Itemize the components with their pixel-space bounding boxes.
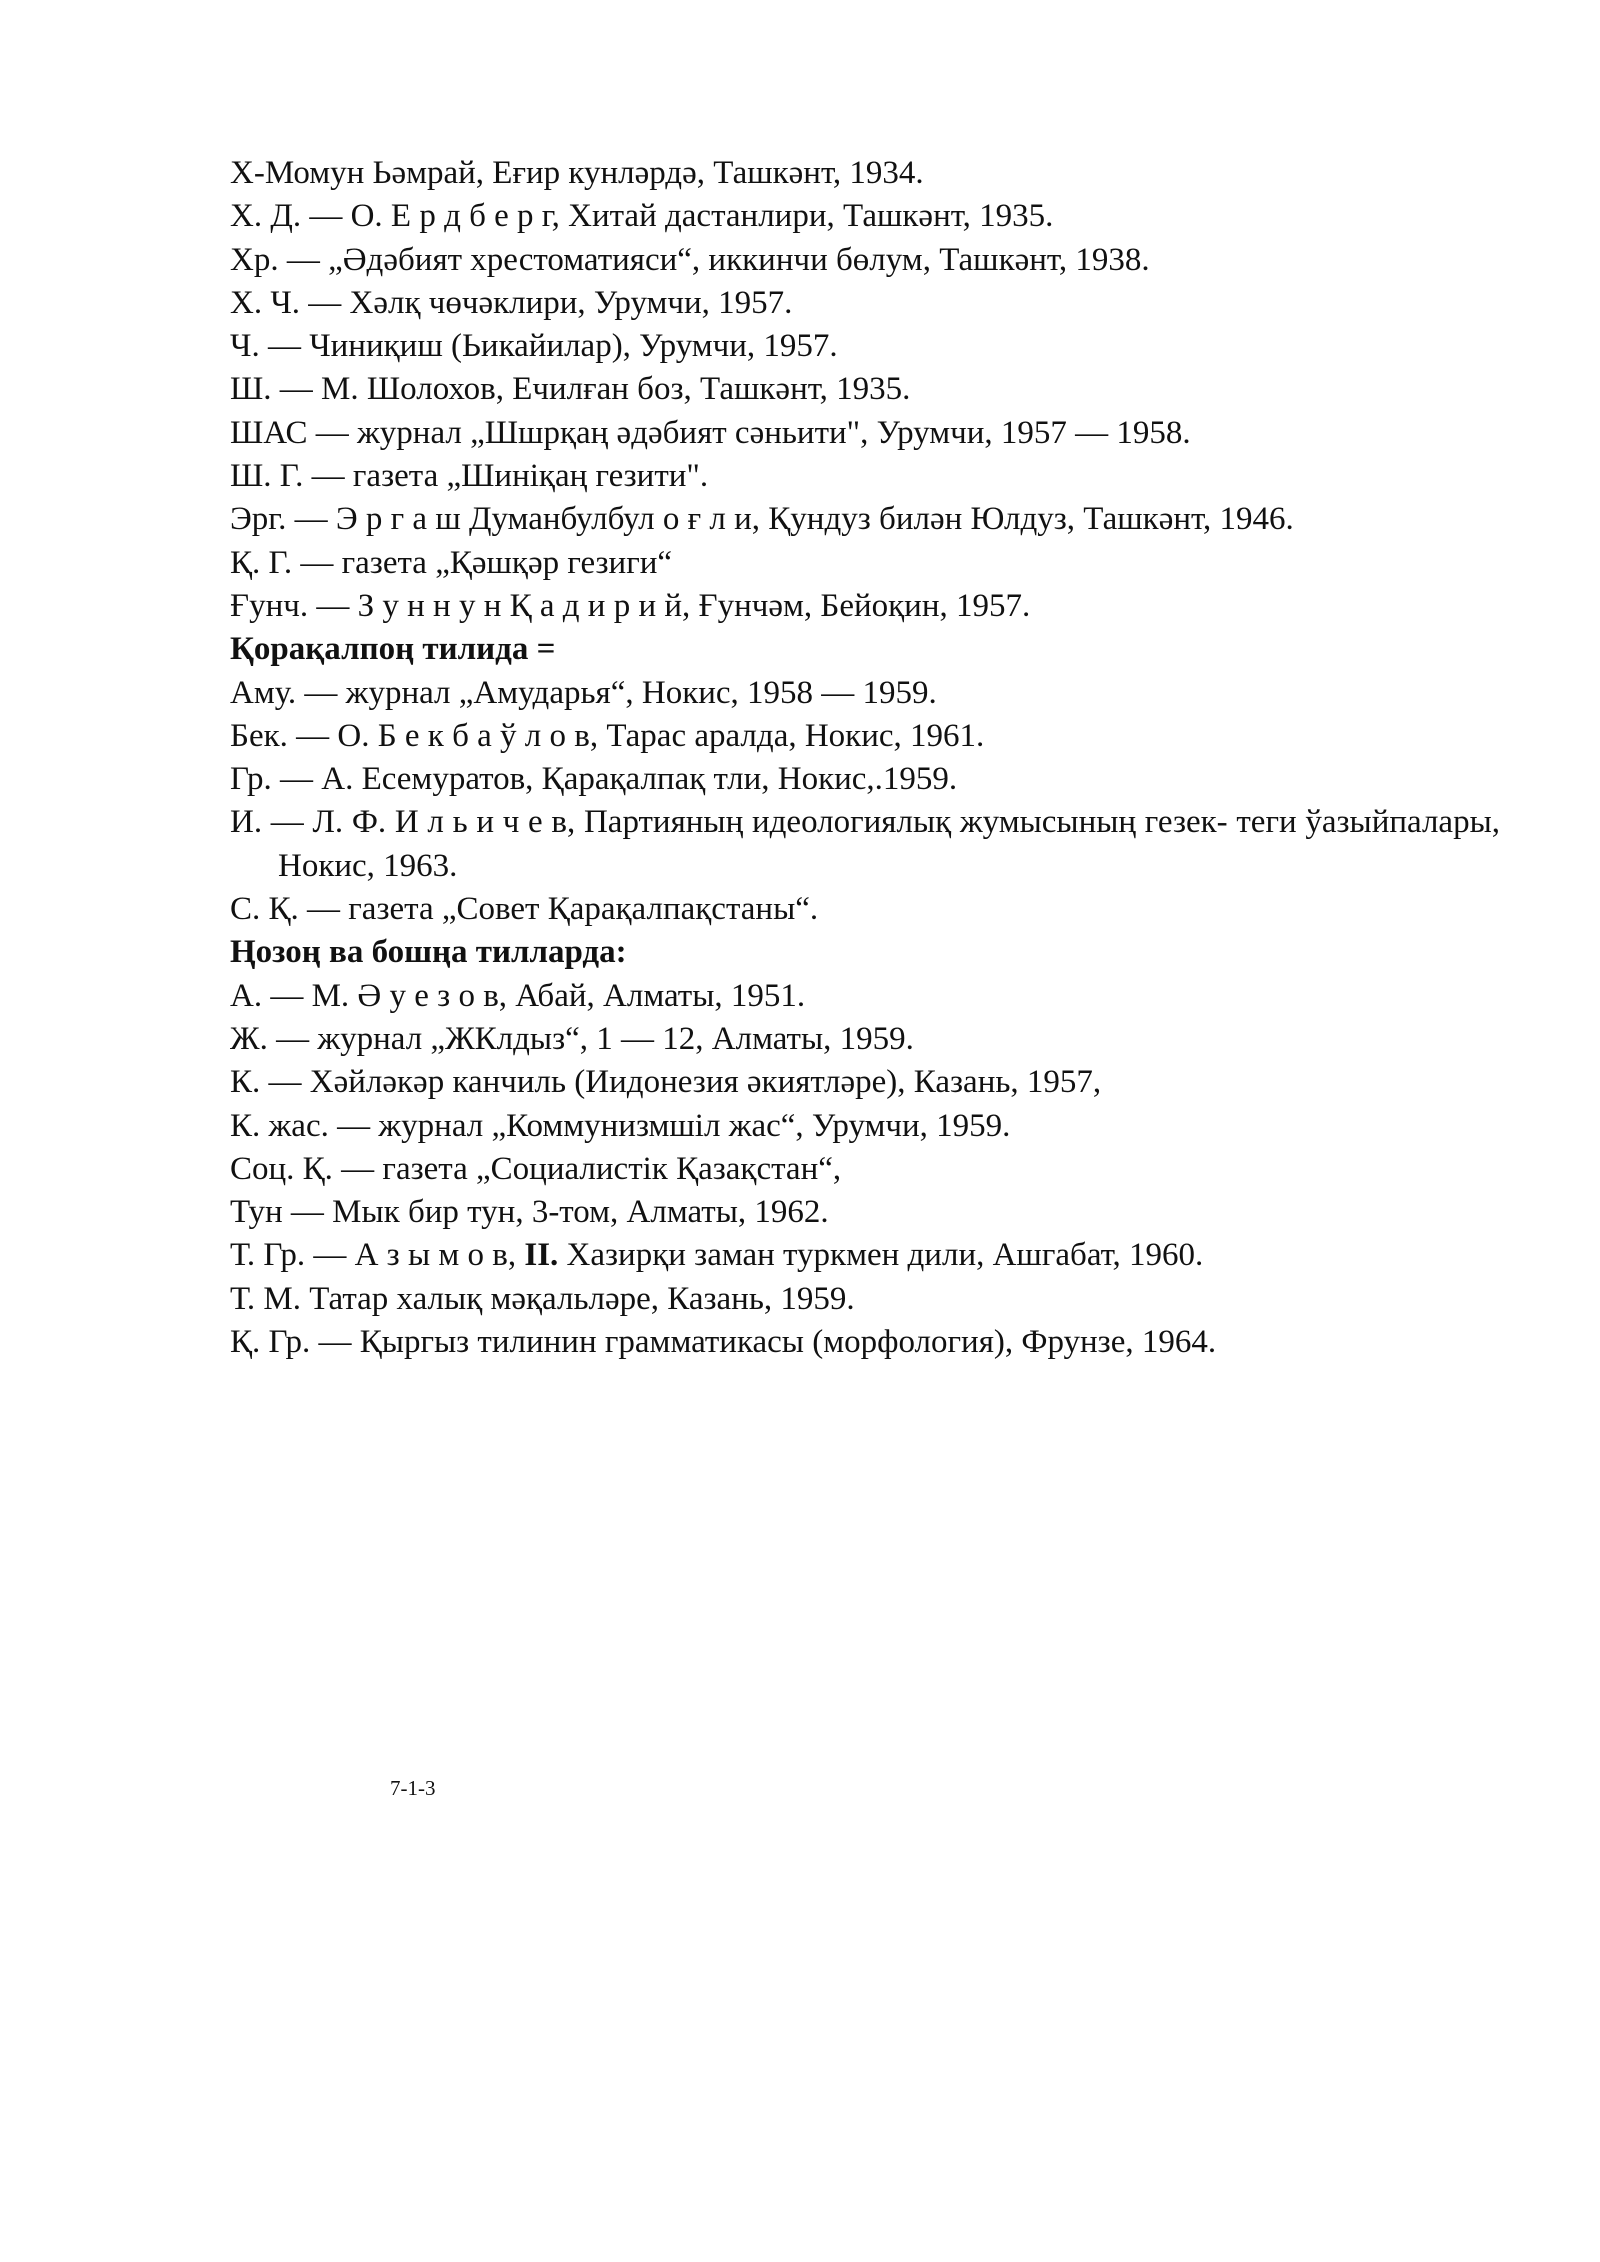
reference-line: Х-Момун Ьәмрай, Еғир кунләрдә, Ташкәнт, 1934. [230,155,924,191]
reference-line: А. — М. Ә у е з о в, Абай, Алматы, 1951. [230,977,806,1014]
section-heading-kazakh: Ңозоң ва бошңа тилларда: [230,934,627,971]
reference-line: Қ. Г. — газета „Қәшқәр гезиги“ [230,544,673,581]
reference-line: Х. Ч. — Хәлқ чөчәклири, Урумчи, 1957. [230,284,793,321]
reference-line: Ч. — Чиниқиш (Ьикайилар), Урумчи, 1957. [230,328,838,365]
reference-line: К. жас. — журнал „Коммунизмшіл жас“, Урумчи, 1959. [230,1107,1011,1144]
reference-line: Эрг. — Э р г а ш Думанбулбул о ғ л и, Қундуз билән Юлдуз, Ташкәнт, 1946. [230,501,1294,538]
reference-line: Т. М. Татар халық мәқальләре, Казань, 1959. [230,1280,855,1317]
reference-text: Хазирқи заман туркмен дили, Ашгабат, 1960. [558,1237,1204,1274]
reference-bold-numeral: II. [524,1237,559,1274]
reference-line: Тун — Мык бир тун, 3-том, Алматы, 1962. [230,1194,829,1231]
reference-line: Ш. Г. — газета „Шиніқаң гезити". [230,458,709,495]
reference-line: Қ. Гр. — Қыргыз тилинин грамматикасы (морфология), Фрунзе, 1964. [230,1324,1217,1361]
reference-line: Аму. — журнал „Амударья“, Нокис, 1958 — 1959. [230,674,937,711]
reference-line: Х. Д. — О. Е р д б е р г, Хитай дастанлири, Ташкәнт, 1935. [230,198,1054,235]
reference-line: Гр. — А. Есемуратов, Қарақалпақ тли, Нокис,.1959. [230,761,958,798]
section-heading-karakalpak: Қорақалпоң тилида = [230,631,556,668]
reference-line: Хр. — „Әдәбият хрестоматияси“, иккинчи бөлум, Ташкәнт, 1938. [230,241,1150,278]
reference-line: Ж. — журнал „ЖКлдыз“, 1 — 12, Алматы, 1959. [230,1020,914,1057]
reference-line: Бек. — О. Б е к б а ў л о в, Тарас аралда, Нокис, 1961. [230,717,985,754]
reference-line-turkmen [230,1234,1500,1277]
reference-list [230,152,1500,1364]
reference-text: Т. Гр. — А з ы м о в, [230,1237,525,1274]
reference-line: К. — Хәйләкәр канчиль (Иидонезия әкиятләре), Казань, 1957, [230,1064,1102,1101]
page-signature-mark: 7-1-3 [390,1776,436,1800]
reference-line: Соц. Қ. — газета „Социалистік Қазақстан“, [230,1150,842,1187]
reference-line: С. Қ. — газета „Совет Қарақалпақстаны“. [230,891,819,928]
reference-line: И. — Л. Ф. И л ь и ч е в, Партияның идеологиялық жумысының гезек- теги ўазыйпалары, Нокис, 1963. [230,804,1500,884]
reference-line: Ғунч. — З у н н у н Қ а д и р и й, Ғунчәм, Бейоқин, 1957. [230,587,1031,624]
reference-line: Ш. — М. Шолохов, Ечилған боз, Ташкәнт, 1935. [230,371,911,408]
reference-line: ШАС — журнал „Шшрқаң әдәбият сәньити", Урумчи, 1957 — 1958. [230,414,1191,451]
